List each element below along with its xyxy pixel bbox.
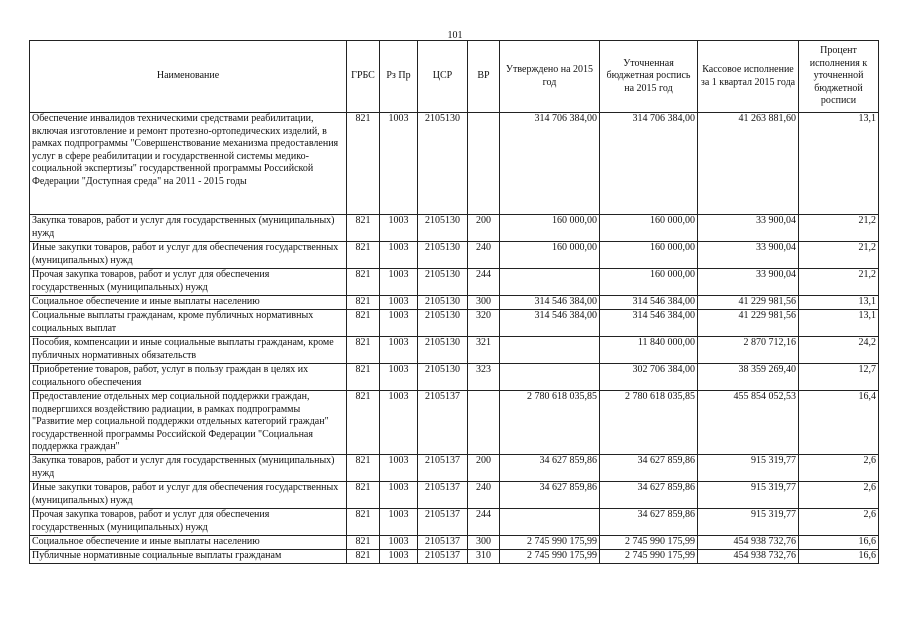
cell-cash: 41 229 981,56 <box>698 310 799 337</box>
cell-name: Иные закупки товаров, работ и услуг для обеспечения государственных (муниципальных) нужд <box>30 481 347 508</box>
header-csr: ЦСР <box>418 41 468 113</box>
cell-cash: 33 900,04 <box>698 269 799 296</box>
cell-grbs: 821 <box>347 364 380 391</box>
cell-grbs: 821 <box>347 296 380 310</box>
cell-approved: 160 000,00 <box>500 215 600 242</box>
cell-vr: 200 <box>468 454 500 481</box>
cell-grbs: 821 <box>347 269 380 296</box>
cell-cash: 2 870 712,16 <box>698 337 799 364</box>
header-rzpr: Рз Пр <box>380 41 418 113</box>
table-row <box>30 549 879 563</box>
cell-percent: 21,2 <box>799 215 879 242</box>
cell-name: Социальные выплаты гражданам, кроме публичных нормативных социальных выплат <box>30 310 347 337</box>
cell-rzpr: 1003 <box>380 391 418 455</box>
cell-name: Иные закупки товаров, работ и услуг для обеспечения государственных (муниципальных) нужд <box>30 242 347 269</box>
cell-grbs: 821 <box>347 310 380 337</box>
cell-grbs: 821 <box>347 508 380 535</box>
cell-grbs: 821 <box>347 549 380 563</box>
cell-vr <box>468 113 500 215</box>
cell-percent: 16,6 <box>799 549 879 563</box>
table-row <box>30 337 879 364</box>
cell-approved <box>500 269 600 296</box>
header-revised: Уточненная бюджетная роспись на 2015 год <box>600 41 698 113</box>
cell-csr: 2105130 <box>418 364 468 391</box>
cell-grbs: 821 <box>347 481 380 508</box>
cell-cash: 454 938 732,76 <box>698 535 799 549</box>
header-grbs: ГРБС <box>347 41 380 113</box>
cell-revised: 314 546 384,00 <box>600 296 698 310</box>
cell-approved: 34 627 859,86 <box>500 481 600 508</box>
cell-name: Публичные нормативные социальные выплаты гражданам <box>30 549 347 563</box>
cell-name: Предоставление отдельных мер социальной поддержки граждан, подвергшихся воздействию радиации, в рамках подпрограммы "Развитие мер социальной поддержки отдельных категорий граждан" государственной программы Российской Федерации "Социальная поддержка граждан" <box>30 391 347 455</box>
cell-csr: 2105130 <box>418 215 468 242</box>
cell-vr: 300 <box>468 535 500 549</box>
table-row <box>30 364 879 391</box>
cell-rzpr: 1003 <box>380 215 418 242</box>
cell-approved <box>500 508 600 535</box>
cell-csr: 2105137 <box>418 391 468 455</box>
cell-rzpr: 1003 <box>380 242 418 269</box>
cell-revised: 34 627 859,86 <box>600 454 698 481</box>
cell-grbs: 821 <box>347 337 380 364</box>
cell-rzpr: 1003 <box>380 481 418 508</box>
cell-rzpr: 1003 <box>380 296 418 310</box>
table-row <box>30 269 879 296</box>
cell-rzpr: 1003 <box>380 364 418 391</box>
cell-revised: 2 745 990 175,99 <box>600 549 698 563</box>
cell-rzpr: 1003 <box>380 508 418 535</box>
cell-vr: 244 <box>468 508 500 535</box>
cell-name: Закупка товаров, работ и услуг для государственных (муниципальных) нужд <box>30 215 347 242</box>
cell-revised: 314 546 384,00 <box>600 310 698 337</box>
cell-approved: 314 706 384,00 <box>500 113 600 215</box>
cell-percent: 24,2 <box>799 337 879 364</box>
cell-vr: 320 <box>468 310 500 337</box>
cell-grbs: 821 <box>347 535 380 549</box>
cell-percent: 21,2 <box>799 269 879 296</box>
cell-revised: 160 000,00 <box>600 269 698 296</box>
cell-vr: 300 <box>468 296 500 310</box>
table-row <box>30 454 879 481</box>
cell-vr: 323 <box>468 364 500 391</box>
table-row <box>30 310 879 337</box>
cell-approved <box>500 364 600 391</box>
cell-approved <box>500 337 600 364</box>
cell-approved: 160 000,00 <box>500 242 600 269</box>
cell-name: Прочая закупка товаров, работ и услуг для обеспечения государственных (муниципальных) нужд <box>30 269 347 296</box>
header-cash: Кассовое исполнение за 1 квартал 2015 года <box>698 41 799 113</box>
cell-name: Приобретение товаров, работ, услуг в пользу граждан в целях их социального обеспечения <box>30 364 347 391</box>
cell-grbs: 821 <box>347 391 380 455</box>
cell-percent: 21,2 <box>799 242 879 269</box>
cell-cash: 915 319,77 <box>698 454 799 481</box>
cell-csr: 2105137 <box>418 454 468 481</box>
cell-percent: 2,6 <box>799 508 879 535</box>
cell-csr: 2105130 <box>418 296 468 310</box>
cell-cash: 41 229 981,56 <box>698 296 799 310</box>
cell-cash: 38 359 269,40 <box>698 364 799 391</box>
cell-percent: 16,6 <box>799 535 879 549</box>
cell-grbs: 821 <box>347 454 380 481</box>
table-row <box>30 296 879 310</box>
table-row <box>30 481 879 508</box>
cell-rzpr: 1003 <box>380 549 418 563</box>
cell-csr: 2105137 <box>418 481 468 508</box>
cell-rzpr: 1003 <box>380 310 418 337</box>
table-row <box>30 508 879 535</box>
cell-approved: 2 745 990 175,99 <box>500 549 600 563</box>
table-body <box>30 113 879 564</box>
cell-percent: 13,1 <box>799 113 879 215</box>
table-row <box>30 535 879 549</box>
cell-rzpr: 1003 <box>380 535 418 549</box>
cell-percent: 12,7 <box>799 364 879 391</box>
cell-csr: 2105137 <box>418 535 468 549</box>
header-vr: ВР <box>468 41 500 113</box>
cell-percent: 2,6 <box>799 481 879 508</box>
table-row <box>30 215 879 242</box>
cell-vr: 244 <box>468 269 500 296</box>
cell-csr: 2105130 <box>418 242 468 269</box>
cell-percent: 16,4 <box>799 391 879 455</box>
cell-rzpr: 1003 <box>380 269 418 296</box>
table-header-row <box>30 41 879 113</box>
cell-csr: 2105130 <box>418 113 468 215</box>
cell-cash: 41 263 881,60 <box>698 113 799 215</box>
cell-csr: 2105130 <box>418 310 468 337</box>
cell-revised: 2 745 990 175,99 <box>600 535 698 549</box>
header-name: Наименование <box>30 41 347 113</box>
cell-csr: 2105130 <box>418 337 468 364</box>
cell-cash: 454 938 732,76 <box>698 549 799 563</box>
header-percent: Процент исполнения к уточненной бюджетной росписи <box>799 41 879 113</box>
cell-name: Социальное обеспечение и иные выплаты населению <box>30 296 347 310</box>
cell-revised: 34 627 859,86 <box>600 508 698 535</box>
cell-vr: 200 <box>468 215 500 242</box>
page-number: 101 <box>447 30 463 41</box>
cell-grbs: 821 <box>347 242 380 269</box>
cell-revised: 302 706 384,00 <box>600 364 698 391</box>
cell-grbs: 821 <box>347 113 380 215</box>
cell-name: Закупка товаров, работ и услуг для государственных (муниципальных) нужд <box>30 454 347 481</box>
cell-cash: 915 319,77 <box>698 508 799 535</box>
cell-name: Обеспечение инвалидов техническими средствами реабилитации, включая изготовление и ремонт протезно-ортопедических изделий, в рамках подпрограммы "Совершенствование механизма предоставления услуг в сфере реабилитации и государственной системы медико-социальной экспертизы" государственной программы Российской Федерации "Доступная среда" на 2011 - 2015 годы <box>30 113 347 215</box>
cell-revised: 314 706 384,00 <box>600 113 698 215</box>
cell-name: Социальное обеспечение и иные выплаты населению <box>30 535 347 549</box>
cell-csr: 2105130 <box>418 269 468 296</box>
table-row <box>30 113 879 215</box>
cell-approved: 2 780 618 035,85 <box>500 391 600 455</box>
cell-vr: 310 <box>468 549 500 563</box>
cell-cash: 915 319,77 <box>698 481 799 508</box>
cell-name: Пособия, компенсации и иные социальные выплаты гражданам, кроме публичных нормативных обязательств <box>30 337 347 364</box>
header-approved: Утверждено на 2015 год <box>500 41 600 113</box>
cell-vr: 321 <box>468 337 500 364</box>
cell-revised: 160 000,00 <box>600 215 698 242</box>
cell-percent: 13,1 <box>799 296 879 310</box>
budget-table <box>29 40 879 564</box>
cell-cash: 33 900,04 <box>698 242 799 269</box>
cell-csr: 2105137 <box>418 508 468 535</box>
cell-approved: 314 546 384,00 <box>500 296 600 310</box>
cell-percent: 13,1 <box>799 310 879 337</box>
cell-rzpr: 1003 <box>380 454 418 481</box>
cell-revised: 34 627 859,86 <box>600 481 698 508</box>
cell-approved: 314 546 384,00 <box>500 310 600 337</box>
cell-grbs: 821 <box>347 215 380 242</box>
cell-name: Прочая закупка товаров, работ и услуг для обеспечения государственных (муниципальных) нужд <box>30 508 347 535</box>
cell-revised: 160 000,00 <box>600 242 698 269</box>
cell-csr: 2105137 <box>418 549 468 563</box>
cell-revised: 2 780 618 035,85 <box>600 391 698 455</box>
cell-rzpr: 1003 <box>380 113 418 215</box>
cell-vr: 240 <box>468 481 500 508</box>
cell-approved: 34 627 859,86 <box>500 454 600 481</box>
table-row <box>30 391 879 455</box>
cell-vr <box>468 391 500 455</box>
cell-rzpr: 1003 <box>380 337 418 364</box>
cell-approved: 2 745 990 175,99 <box>500 535 600 549</box>
cell-vr: 240 <box>468 242 500 269</box>
cell-cash: 33 900,04 <box>698 215 799 242</box>
cell-percent: 2,6 <box>799 454 879 481</box>
cell-cash: 455 854 052,53 <box>698 391 799 455</box>
cell-revised: 11 840 000,00 <box>600 337 698 364</box>
table-row <box>30 242 879 269</box>
